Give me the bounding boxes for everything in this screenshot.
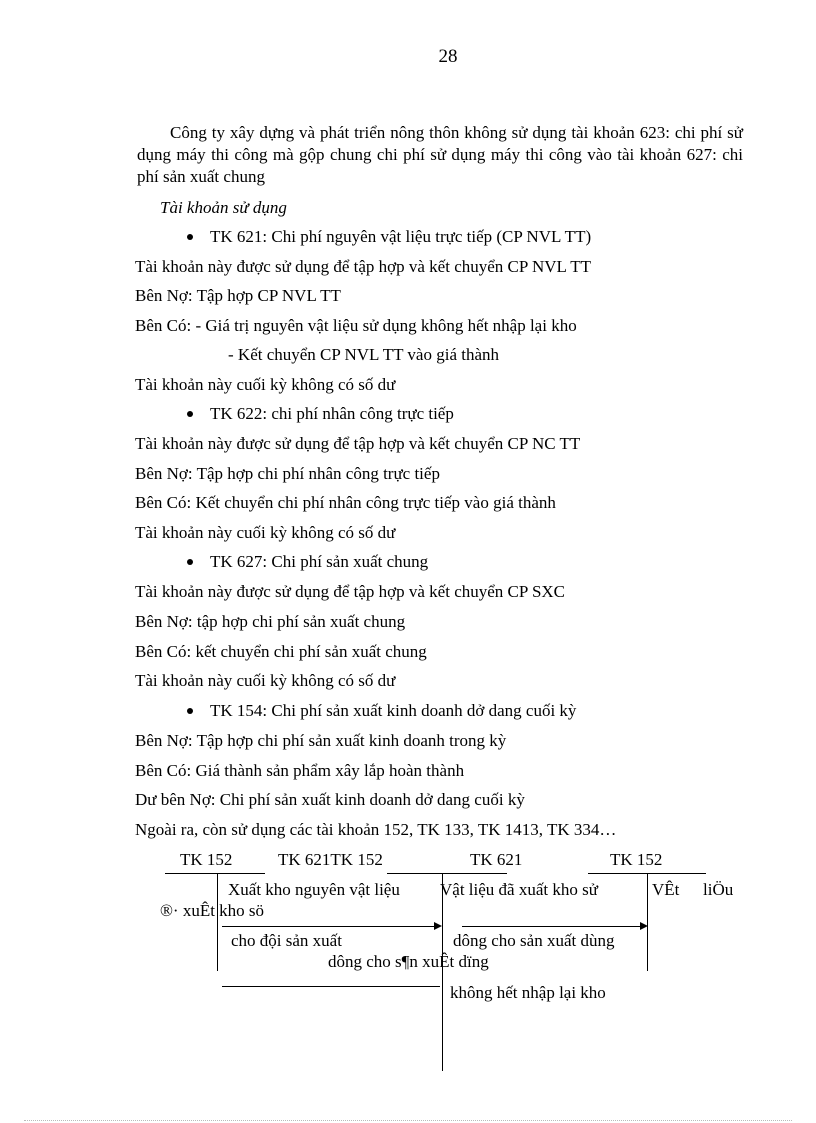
account-154-heading: TK 154: Chi phí sản xuất kinh doanh dở dang cuối kỳ [210, 701, 577, 720]
flow-arrow [462, 926, 640, 927]
account-627-purpose: Tài khoản này được sử dụng để tập hợp và kết chuyển CP SXC [135, 582, 566, 601]
flow-label-returned-to-stock: không hết nhập lại kho [450, 983, 606, 1002]
account-627-heading: TK 627: Chi phí sản xuất chung [210, 552, 429, 571]
account-154-debit: Bên Nợ: Tập hợp chi phí sản xuất kinh doanh trong kỳ [135, 731, 507, 750]
diagram-header-tk621-tk152: TK 621TK 152 [278, 850, 383, 869]
flow-label-issue-materials: Xuất kho nguyên vật liệu [228, 880, 400, 899]
account-621-heading: TK 621: Chi phí nguyên vật liệu trực tiếp (CP NVL TT) [210, 227, 592, 246]
account-154-balance: Dư bên Nợ: Chi phí sản xuất kinh doanh dở dang cuối kỳ [135, 790, 525, 809]
flow-label-used-for-production: dông cho sản xuất dùng [453, 931, 615, 950]
flow-arrow [222, 926, 434, 927]
arrowhead-icon [640, 922, 648, 930]
bullet-icon [187, 559, 193, 565]
account-627-debit: Bên Nợ: tập hợp chi phí sản xuất chung [135, 612, 406, 631]
account-627-balance: Tài khoản này cuối kỳ không có số dư [135, 671, 396, 690]
flow-label-materials-issued: Vật liệu đã xuất kho sử [440, 880, 598, 899]
diagram-header-tk152-right: TK 152 [610, 850, 663, 869]
account-622-debit: Bên Nợ: Tập hợp chi phí nhân công trực tiếp [135, 464, 440, 483]
flow-label-to-team: cho đội sản xuất [231, 931, 342, 950]
account-627-credit: Bên Có: kết chuyển chi phí sản xuất chung [135, 642, 427, 661]
account-622-balance: Tài khoản này cuối kỳ không có số dư [135, 523, 396, 542]
flow-arrow [222, 986, 440, 987]
bullet-icon [187, 708, 193, 714]
diagram-header-tk152-left: TK 152 [180, 850, 233, 869]
account-621-purpose: Tài khoản này được sử dụng để tập hợp và kết chuyển CP NVL TT [135, 257, 591, 276]
section-title: Tài khoản sử dụng [160, 198, 287, 217]
account-622-credit: Bên Có: Kết chuyển chi phí nhân công trực tiếp vào giá thành [135, 493, 556, 512]
diagram-header-tk621: TK 621 [470, 850, 523, 869]
account-154-credit: Bên Có: Giá thành sản phẩm xây lắp hoàn thành [135, 761, 465, 780]
account-622-heading: TK 622: chi phí nhân công trực tiếp [210, 404, 454, 423]
t-account-vertical-line [217, 873, 218, 971]
account-621-credit-2: - Kết chuyển CP NVL TT vào giá thành [228, 345, 500, 364]
arrowhead-icon [434, 922, 442, 930]
t-account-vertical-line [442, 873, 443, 1071]
page-bottom-divider [24, 1120, 792, 1121]
account-621-credit: Bên Có: - Giá trị nguyên vật liệu sử dụng không hết nhập lại kho [135, 316, 577, 335]
t-account-top-line [387, 873, 507, 874]
flow-label-garbled-2: liÖu [703, 880, 734, 899]
account-622-purpose: Tài khoản này được sử dụng để tập hợp và kết chuyển CP NC TT [135, 434, 581, 453]
intro-paragraph: Công ty xây dựng và phát triển nông thôn không sử dụng tài khoản 623: chi phí sử dụng máy thi công mà gộp chung chi phí sử dụng máy thi công vào tài khoản 627: chi phí sản xuất chung [137, 123, 743, 186]
flow-label-garbled-1: VÊt [652, 880, 680, 899]
t-account-top-line [165, 873, 265, 874]
bullet-icon [187, 234, 193, 240]
other-accounts-note: Ngoài ra, còn sử dụng các tài khoản 152, TK 133, TK 1413, TK 334… [135, 820, 617, 839]
flow-label-garbled-3: ®· xuÊt kho sö [160, 901, 265, 920]
flow-label-garbled-4: dông cho s¶n xuÊt dïng [328, 952, 489, 971]
account-621-balance: Tài khoản này cuối kỳ không có số dư [135, 375, 396, 394]
bullet-icon [187, 411, 193, 417]
account-621-debit: Bên Nợ: Tập hợp CP NVL TT [135, 286, 341, 305]
page-number: 28 [438, 46, 458, 67]
